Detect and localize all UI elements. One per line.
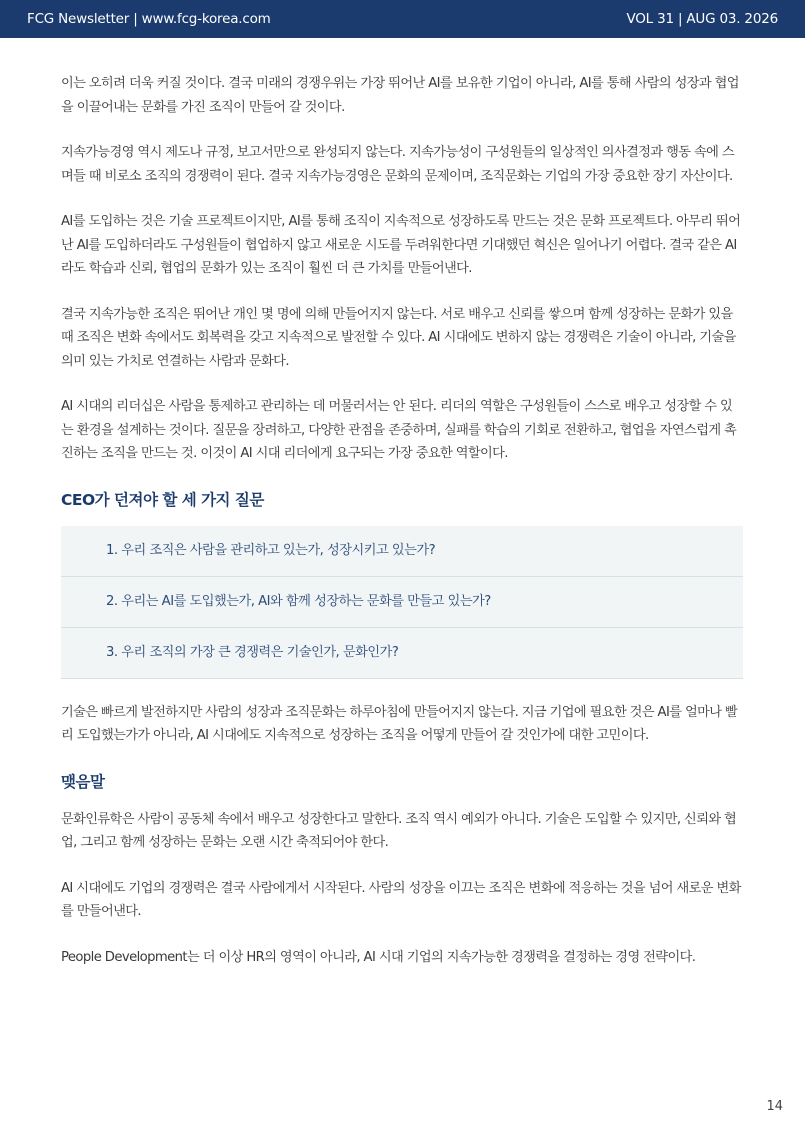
paragraph: AI를 도입하는 것은 기술 프로젝트이지만, AI를 통해 조직이 지속적으로 성장하도록 만드는 것은 문화 프로젝트다. 아무리 뛰어난 AI를 도입하더라도 구성원들이 협업하지 않고 새로운 시도를 두려워한다면 기대했던 혁신은 일어나기 어렵다. 결국 같은 AI라도 학습과 신뢰, 협업의 문화가 있는 조직이 훨씬 더 큰 가치를 만들어낸다.	[61, 214, 741, 276]
paragraph: 문화인류학은 사람이 공동체 속에서 배우고 성장한다고 말한다. 조직 역시 예외가 아니다. 기술은 도입할 수 있지만, 신뢰와 협업, 그리고 함께 성장하는 문화는 오랜 시간 축적되어야 한다.	[61, 811, 737, 850]
paragraph: 이는 오히려 더욱 커질 것이다. 결국 미래의 경쟁우위는 가장 뛰어난 AI를 보유한 기업이 아니라, AI를 통해 사람의 성장과 협업을 이끌어내는 문화를 가진 조직이 만들어 갈 것이다.	[61, 76, 739, 115]
article-body	[61, 72, 743, 991]
question-item: 2. 우리는 AI를 도입했는가, AI와 함께 성장하는 문화를 만들고 있는가?	[61, 577, 743, 628]
newsletter-site-label: FCG Newsletter | www.fcg-korea.com	[27, 11, 271, 27]
page-number: 14	[766, 1099, 783, 1114]
newsletter-header-bar	[0, 0, 805, 38]
issue-date-label: VOL 31 | AUG 03. 2026	[626, 11, 778, 27]
paragraph: AI 시대의 리더십은 사람을 통제하고 관리하는 데 머물러서는 안 된다. 리더의 역할은 구성원들이 스스로 배우고 성장할 수 있는 환경을 설계하는 것이다. 질문을 장려하고, 다양한 관점을 존중하며, 실패를 학습의 기회로 전환하고, 협업을 자연스럽게 촉진하는 조직을 만드는 것. 이것이 AI 시대 리더에게 요구되는 가장 중요한 역할이다.	[61, 399, 737, 461]
paragraph: 결국 지속가능한 조직은 뛰어난 개인 몇 명에 의해 만들어지지 않는다. 서로 배우고 신뢰를 쌓으며 함께 성장하는 문화가 있을 때 조직은 변화 속에서도 회복력을 갖고 지속적으로 발전할 수 있다. AI 시대에도 변하지 않는 경쟁력은 기술이 아니라, 기술을 의미 있는 가치로 연결하는 사람과 문화다.	[61, 306, 736, 369]
section-heading-ceo-questions: CEO가 던져야 할 세 가지 질문	[61, 490, 264, 509]
paragraph: AI 시대에도 기업의 경쟁력은 결국 사람에게서 시작된다. 사람의 성장을 이끄는 조직은 변화에 적응하는 것을 넘어 새로운 변화를 만들어낸다.	[61, 880, 741, 919]
question-item: 1. 우리 조직은 사람을 관리하고 있는가, 성장시키고 있는가?	[61, 526, 743, 577]
paragraph: People Development는 더 이상 HR의 영역이 아니라, AI 시대 기업의 지속가능한 경쟁력을 결정하는 경영 전략이다.	[61, 949, 696, 965]
question-item: 3. 우리 조직의 가장 큰 경쟁력은 기술인가, 문화인가?	[106, 644, 399, 660]
paragraph: 기술은 빠르게 발전하지만 사람의 성장과 조직문화는 하루아침에 만들어지지 않는다. 지금 기업에 필요한 것은 AI를 얼마나 빨리 도입했는가가 아니라, AI 시대에도 지속적으로 성장하는 조직을 어떻게 만들어 갈 것인가에 대한 고민이다.	[61, 704, 738, 743]
section-heading-conclusion: 맺음말	[61, 772, 105, 791]
question-list	[61, 526, 743, 679]
paragraph: 지속가능경영 역시 제도나 규정, 보고서만으로 완성되지 않는다. 지속가능성이 구성원들의 일상적인 의사결정과 행동 속에 스며들 때 비로소 조직의 경쟁력이 된다. 결국 지속가능경영은 문화의 문제이며, 조직문화는 기업의 가장 중요한 장기 자산이다.	[61, 145, 734, 184]
